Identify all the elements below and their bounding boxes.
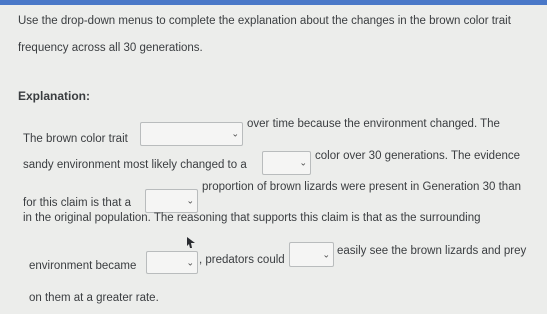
- text-segment: for this claim is that a: [23, 197, 132, 209]
- text-segment: proportion of brown lizards were present in Generation 30 than: [202, 181, 521, 193]
- text-segment: , predators could: [199, 254, 285, 266]
- instructions-line-2: frequency across all 30 generations.: [18, 42, 203, 54]
- text-segment: over time because the environment changed. The: [247, 118, 500, 130]
- chevron-down-icon: ⌄: [231, 128, 239, 139]
- text-segment: environment became: [29, 260, 137, 272]
- chevron-down-icon: ⌄: [186, 257, 194, 267]
- text-segment: sandy environment most likely changed to a: [23, 159, 247, 171]
- mouse-pointer-icon: [186, 237, 196, 249]
- chevron-down-icon: ⌄: [186, 195, 194, 206]
- environment-became-dropdown[interactable]: [146, 251, 198, 274]
- trait-change-dropdown[interactable]: [140, 122, 243, 146]
- instructions-line-1: Use the drop-down menus to complete the explanation about the changes in the brown color trait: [18, 15, 511, 27]
- text-segment: easily see the brown lizards and prey: [337, 245, 527, 257]
- proportion-dropdown[interactable]: [145, 189, 198, 213]
- environment-color-dropdown[interactable]: [262, 151, 311, 175]
- text-segment: on them at a greater rate.: [29, 292, 159, 304]
- text-segment: color over 30 generations. The evidence: [315, 150, 521, 162]
- chevron-down-icon: ⌄: [322, 249, 330, 259]
- chevron-down-icon: ⌄: [299, 157, 307, 168]
- top-accent-bar: [0, 0, 547, 5]
- text-segment: The brown color trait: [23, 133, 128, 145]
- explanation-heading: Explanation:: [18, 89, 91, 103]
- predators-visibility-dropdown[interactable]: [289, 242, 334, 267]
- text-segment: in the original population. The reasoning that supports this claim is that as the surrounding: [23, 212, 481, 224]
